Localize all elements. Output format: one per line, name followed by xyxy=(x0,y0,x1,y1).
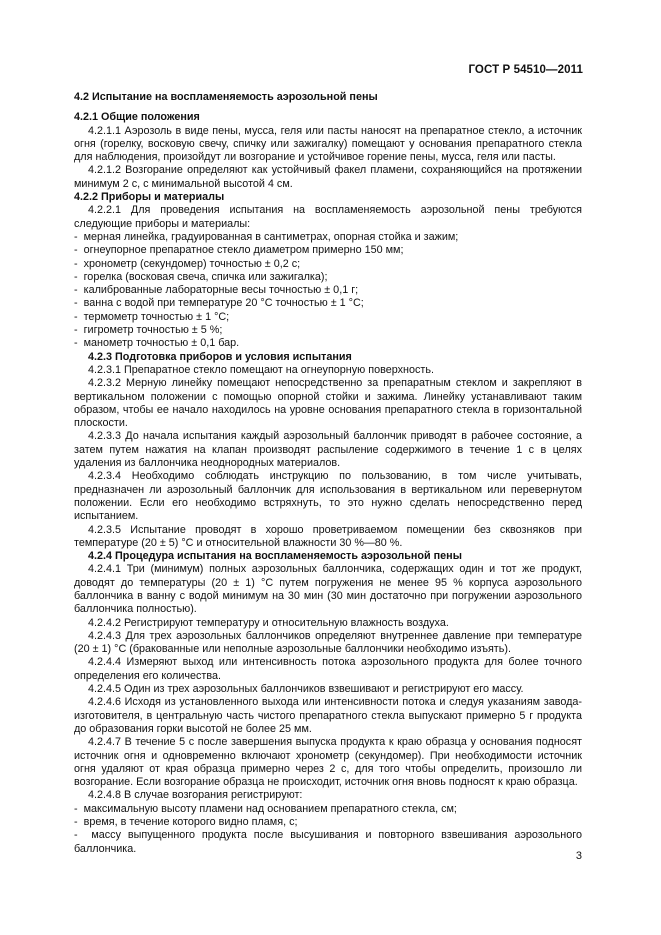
paragraph: 4.2.4.8 В случае возгорания регистрируют: xyxy=(88,789,303,802)
list-item: - максимальную высоту пламени над основанием препаратного стекла, см; xyxy=(74,803,582,816)
subsection-title-preparation: 4.2.3 Подготовка приборов и условия испытания xyxy=(88,350,352,363)
list-item: - время, в течение которого видно пламя, с; xyxy=(74,816,582,829)
paragraph: 4.2.4.3 Для трех аэрозольных баллончиков определяют внутреннее давление при температуре (20 ± 1) °С (бракованные или неполные аэрозольные баллончики необходимо изъять). xyxy=(74,629,582,656)
paragraph: 4.2.3.3 До начала испытания каждый аэрозольный баллончик приводят в рабочее состояние, а затем путем нажатия на клапан производят распыление содержимого в течение 1 с в целях удаления из баллончика неоднородных материалов. xyxy=(74,430,582,470)
paragraph: 4.2.4.7 В течение 5 с после завершения выпуска продукта к краю образца у основания подносят источник огня и одновременно включают хронометр (секундомер). При необходимости источник огня удаляют от края образца примерно через 2 с, для того чтобы определить, произошло ли возгорание. Если возгорание образца не происходит, источник огня вновь подносят к краю образца. xyxy=(74,736,582,789)
subsection-title-general: 4.2.1 Общие положения xyxy=(74,111,200,124)
list-item: - массу выпущенного продукта после высушивания и повторного взвешивания аэрозольного баллончика. xyxy=(74,829,582,856)
paragraph: 4.2.4.4 Измеряют выход или интенсивность потока аэрозольного продукта для более точного определения его количества. xyxy=(74,656,582,682)
list-item: - огнеупорное препаратное стекло диаметром примерно 150 мм; xyxy=(74,244,582,257)
paragraph: 4.2.1.2 Возгорание определяют как устойчивый факел пламени, сохраняющийся на протяжении минимум 2 с, с минимальной высотой 4 см. xyxy=(74,164,582,190)
list-item: - хронометр (секундомер) точностью ± 0,2 с; xyxy=(74,258,582,271)
paragraph: 4.2.1.1 Аэрозоль в виде пены, мусса, геля или пасты наносят на препаратное стекло, а источник огня (горелку, восковую свечу, спичку или зажигалку) помещают у основания препаратного стекла для наблюдения, произойдут ли возгорание и устойчивое горение пены, мусса, геля или пасты. xyxy=(74,124,582,164)
paragraph: 4.2.3.2 Мерную линейку помещают непосредственно за препаратным стеклом и закрепляют в вертикальном положении с помощью опорной стойки и зажима. Линейку устанавливают таким образом, чтобы ее начало находилось на уровне основания препаратного стекла в горизонтальной плоскости. xyxy=(74,377,582,430)
document-code: ГОСТ Р 54510—2011 xyxy=(468,64,583,76)
subsection-title-procedure: 4.2.4 Процедура испытания на воспламеняемость аэрозольной пены xyxy=(88,550,462,563)
page-content xyxy=(74,91,582,856)
paragraph: 4.2.2.1 Для проведения испытания на воспламеняемость аэрозольной пены требуются следующие приборы и материалы: xyxy=(74,204,582,230)
paragraph: 4.2.3.5 Испытание проводят в хорошо проветриваемом помещении без сквозняков при температуре (20 ± 5) °С и относительной влажности 30 %—80 %. xyxy=(74,523,582,549)
paragraph: 4.2.4.2 Регистрируют температуру и относительную влажность воздуха. xyxy=(88,616,449,629)
list-item: - мерная линейка, градуированная в сантиметрах, опорная стойка и зажим; xyxy=(74,231,582,244)
list-item: - термометр точностью ± 1 °С; xyxy=(74,311,582,324)
section-title: 4.2 Испытание на воспламеняемость аэрозольной пены xyxy=(74,91,378,103)
paragraph: 4.2.4.5 Один из трех аэрозольных баллончиков взвешивают и регистрируют его массу. xyxy=(88,683,524,696)
list-item: - манометр точностью ± 0,1 бар. xyxy=(74,337,582,350)
list-item: - ванна с водой при температуре 20 °С точностью ± 1 °С; xyxy=(74,297,582,310)
list-item: - горелка (восковая свеча, спичка или зажигалка); xyxy=(74,271,582,284)
paragraph: 4.2.4.1 Три (минимум) полных аэрозольных баллончика, содержащих один и тот же продукт, доводят до температуры (20 ± 1) °С путем погружения не менее 95 % корпуса аэрозольного баллончика в ванну с водой минимум на 30 мин (30 мин достаточно при погружении аэрозольного баллончика полностью). xyxy=(74,563,582,616)
list-item: - калиброванные лабораторные весы точностью ± 0,1 г; xyxy=(74,284,582,297)
paragraph: 4.2.4.6 Исходя из установленного выхода или интенсивности потока и следуя указаниям завода-изготовителя, в центральную часть чистого препаратного стекла выпускают примерно 5 г продукта до образования горки высотой не более 25 мм. xyxy=(74,696,582,735)
paragraph: 4.2.3.1 Препаратное стекло помещают на огнеупорную поверхность. xyxy=(88,363,434,376)
list-item: - гигрометр точностью ± 5 %; xyxy=(74,324,582,337)
paragraph: 4.2.3.4 Необходимо соблюдать инструкцию по пользованию, в том числе учитывать, предназначен ли аэрозольный баллончик для использования в вертикальном или перевернутом положении. Если его необходимо встряхнуть, то это нужно сделать непосредственно перед испытанием. xyxy=(74,470,582,523)
subsection-title-instruments: 4.2.2 Приборы и материалы xyxy=(74,191,225,204)
page-number: 3 xyxy=(575,850,582,862)
